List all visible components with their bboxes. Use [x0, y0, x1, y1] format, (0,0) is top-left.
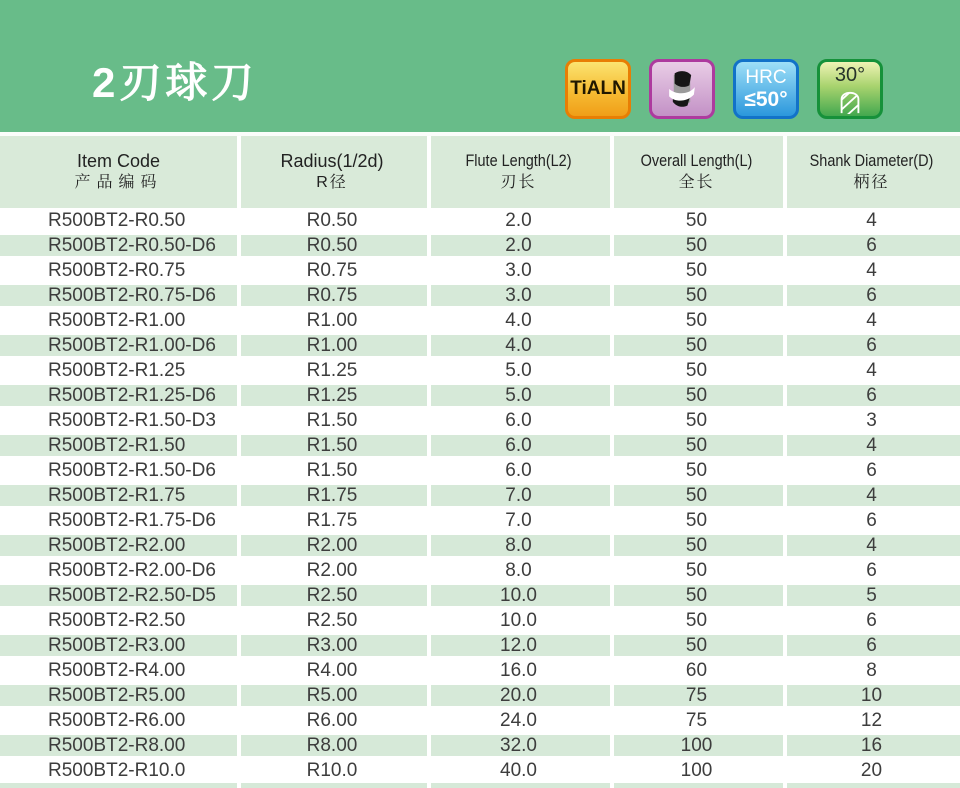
overall-length-cell: 50	[610, 633, 783, 658]
shank-diameter-cell: 4	[783, 433, 960, 458]
product-spec-table	[0, 136, 960, 783]
flute-length-cell: 2.0	[427, 233, 610, 258]
shank-diameter-cell: 10	[783, 683, 960, 708]
item-code-cell: R500BT2-R2.00-D6	[48, 559, 216, 581]
helix-angle-label: 30°	[834, 64, 866, 86]
table-row	[0, 683, 960, 708]
item-code-cell: R500BT2-R0.75-D6	[0, 283, 237, 308]
radius-cell: R2.00	[237, 533, 427, 558]
flute-length-cell: 4.0	[427, 333, 610, 358]
radius-cell: R2.50	[237, 583, 427, 608]
table-row	[0, 633, 960, 658]
radius-cell: R0.75	[306, 259, 358, 281]
table-row	[0, 508, 960, 533]
shank-diameter-cell: 20	[860, 759, 883, 781]
overall-length-cell: 75	[610, 683, 783, 708]
radius-cell: R1.25	[237, 383, 427, 408]
overall-length-cell: 60	[685, 659, 708, 681]
radius-cell: R6.00	[306, 709, 358, 731]
coating-badge	[565, 59, 631, 119]
shank-diameter-cell: 6	[866, 459, 877, 481]
radius-cell: R0.50	[306, 209, 358, 231]
table-body	[0, 208, 960, 783]
overall-length-cell: 50	[685, 609, 708, 631]
overall-length-cell: 50	[610, 533, 783, 558]
radius-cell: R1.75	[237, 483, 427, 508]
helix-angle-icon	[833, 86, 867, 114]
cutter-type-badge	[649, 59, 715, 119]
flute-length-cell: 20.0	[427, 683, 610, 708]
table-row	[0, 558, 960, 583]
flute-length-cell: 5.0	[427, 383, 610, 408]
shank-diameter-cell: 4	[866, 359, 877, 381]
table-row	[0, 383, 960, 408]
item-code-cell: R500BT2-R1.00-D6	[0, 333, 237, 358]
hardness-badge	[733, 59, 799, 119]
item-code-cell: R500BT2-R1.50-D3	[48, 409, 216, 431]
radius-cell: R1.00	[306, 309, 358, 331]
flute-length-cell: 3.0	[427, 283, 610, 308]
radius-cell: R2.50	[306, 609, 358, 631]
overall-length-cell: 50	[685, 259, 708, 281]
table-row	[0, 208, 960, 233]
table-row	[0, 283, 960, 308]
shank-diameter-cell: 8	[866, 659, 877, 681]
next-row-partial	[0, 783, 960, 788]
flute-length-cell: 10.0	[500, 609, 537, 631]
table-row	[0, 733, 960, 758]
item-code-cell: R500BT2-R4.00	[48, 659, 186, 681]
table-row	[0, 708, 960, 733]
shank-diameter-cell: 4	[866, 309, 877, 331]
shank-diameter-cell: 6	[866, 559, 877, 581]
overall-length-cell: 50	[610, 433, 783, 458]
overall-length-cell: 50	[685, 309, 708, 331]
radius-cell: R5.00	[237, 683, 427, 708]
flute-length-cell: 10.0	[427, 583, 610, 608]
shank-diameter-cell: 6	[783, 333, 960, 358]
overall-length-cell: 50	[685, 409, 708, 431]
shank-diameter-cell: 6	[783, 233, 960, 258]
table-row	[0, 233, 960, 258]
overall-length-cell: 50	[685, 509, 708, 531]
overall-length-cell: 100	[680, 759, 713, 781]
table-row	[0, 458, 960, 483]
item-code-cell: R500BT2-R0.50-D6	[0, 233, 237, 258]
radius-cell: R1.50	[237, 433, 427, 458]
flute-length-cell: 16.0	[500, 659, 537, 681]
shank-diameter-cell: 4	[783, 483, 960, 508]
item-code-cell: R500BT2-R0.50	[48, 209, 186, 231]
page-title: 2刃球刀	[92, 59, 258, 106]
shank-diameter-cell: 5	[783, 583, 960, 608]
coating-label: TiALN	[570, 78, 626, 99]
item-code-cell: R500BT2-R8.00	[0, 733, 237, 758]
shank-diameter-cell: 6	[783, 283, 960, 308]
table-row	[0, 658, 960, 683]
shank-diameter-cell: 4	[866, 209, 877, 231]
hardness-value: ≤50°	[744, 88, 788, 111]
flute-length-cell: 7.0	[505, 509, 532, 531]
overall-length-cell: 50	[610, 233, 783, 258]
flute-length-cell: 12.0	[427, 633, 610, 658]
item-code-cell: R500BT2-R10.0	[48, 759, 186, 781]
flute-length-cell: 2.0	[505, 209, 532, 231]
overall-length-cell: 50	[610, 383, 783, 408]
radius-cell: R0.50	[237, 233, 427, 258]
item-code-cell: R500BT2-R1.75	[0, 483, 237, 508]
column-header-flute-length: Flute Length(L2) 刃长	[427, 136, 610, 208]
overall-length-cell: 50	[610, 283, 783, 308]
flute-length-cell: 4.0	[505, 309, 532, 331]
radius-cell: R1.75	[306, 509, 358, 531]
flute-length-cell: 32.0	[427, 733, 610, 758]
flute-length-cell: 6.0	[427, 433, 610, 458]
flute-length-cell: 40.0	[500, 759, 537, 781]
overall-length-cell: 50	[610, 333, 783, 358]
radius-cell: R1.50	[306, 459, 358, 481]
table-row	[0, 483, 960, 508]
shank-diameter-cell: 6	[783, 383, 960, 408]
flute-length-cell: 3.0	[505, 259, 532, 281]
shank-diameter-cell: 4	[783, 533, 960, 558]
flute-length-cell: 6.0	[505, 459, 532, 481]
item-code-cell: R500BT2-R2.00	[0, 533, 237, 558]
item-code-cell: R500BT2-R1.00	[48, 309, 186, 331]
shank-diameter-cell: 3	[866, 409, 877, 431]
column-header-radius: Radius(1/2d) R径	[237, 136, 427, 208]
table-row	[0, 358, 960, 383]
radius-cell: R0.75	[237, 283, 427, 308]
radius-cell: R4.00	[306, 659, 358, 681]
item-code-cell: R500BT2-R6.00	[48, 709, 186, 731]
flute-length-cell: 5.0	[505, 359, 532, 381]
table-row	[0, 583, 960, 608]
hardness-label: HRC	[745, 67, 787, 88]
radius-cell: R1.00	[237, 333, 427, 358]
shank-diameter-cell: 4	[866, 259, 877, 281]
overall-length-cell: 50	[610, 483, 783, 508]
overall-length-cell: 50	[685, 459, 708, 481]
shank-diameter-cell: 6	[783, 633, 960, 658]
radius-cell: R1.50	[306, 409, 358, 431]
shank-diameter-cell: 6	[866, 509, 877, 531]
overall-length-cell: 75	[685, 709, 708, 731]
radius-cell: R2.00	[306, 559, 358, 581]
spec-badges	[565, 59, 883, 119]
flute-length-cell: 6.0	[505, 409, 532, 431]
radius-cell: R1.25	[306, 359, 358, 381]
radius-cell: R8.00	[237, 733, 427, 758]
shank-diameter-cell: 6	[866, 609, 877, 631]
overall-length-cell: 50	[610, 583, 783, 608]
item-code-cell: R500BT2-R1.50	[0, 433, 237, 458]
item-code-cell: R500BT2-R0.75	[48, 259, 186, 281]
item-code-cell: R500BT2-R1.25-D6	[0, 383, 237, 408]
column-header-overall-length: Overall Length(L) 全长	[610, 136, 783, 208]
column-header-item-code: Item Code 产品编码	[0, 136, 237, 208]
helix-angle-badge	[817, 59, 883, 119]
flute-length-cell: 8.0	[505, 559, 532, 581]
page-banner	[0, 0, 960, 132]
item-code-cell: R500BT2-R3.00	[0, 633, 237, 658]
table-row	[0, 433, 960, 458]
table-row	[0, 258, 960, 283]
shank-diameter-cell: 12	[860, 709, 883, 731]
table-row	[0, 608, 960, 633]
ball-nose-cutter-icon	[660, 66, 704, 112]
table-row	[0, 408, 960, 433]
shank-diameter-cell: 16	[783, 733, 960, 758]
item-code-cell: R500BT2-R2.50	[48, 609, 186, 631]
item-code-cell: R500BT2-R1.50-D6	[48, 459, 216, 481]
radius-cell: R10.0	[306, 759, 358, 781]
overall-length-cell: 50	[685, 359, 708, 381]
flute-length-cell: 7.0	[427, 483, 610, 508]
table-row	[0, 533, 960, 558]
flute-length-cell: 8.0	[427, 533, 610, 558]
overall-length-cell: 50	[685, 209, 708, 231]
flute-length-cell: 24.0	[500, 709, 537, 731]
item-code-cell: R500BT2-R2.50-D5	[0, 583, 237, 608]
table-row	[0, 758, 960, 783]
table-row	[0, 333, 960, 358]
table-header-row	[0, 136, 960, 208]
item-code-cell: R500BT2-R1.75-D6	[48, 509, 216, 531]
column-header-shank-diameter: Shank Diameter(D) 柄径	[783, 136, 960, 208]
item-code-cell: R500BT2-R5.00	[0, 683, 237, 708]
radius-cell: R3.00	[237, 633, 427, 658]
overall-length-cell: 100	[610, 733, 783, 758]
item-code-cell: R500BT2-R1.25	[48, 359, 186, 381]
table-row	[0, 308, 960, 333]
overall-length-cell: 50	[685, 559, 708, 581]
